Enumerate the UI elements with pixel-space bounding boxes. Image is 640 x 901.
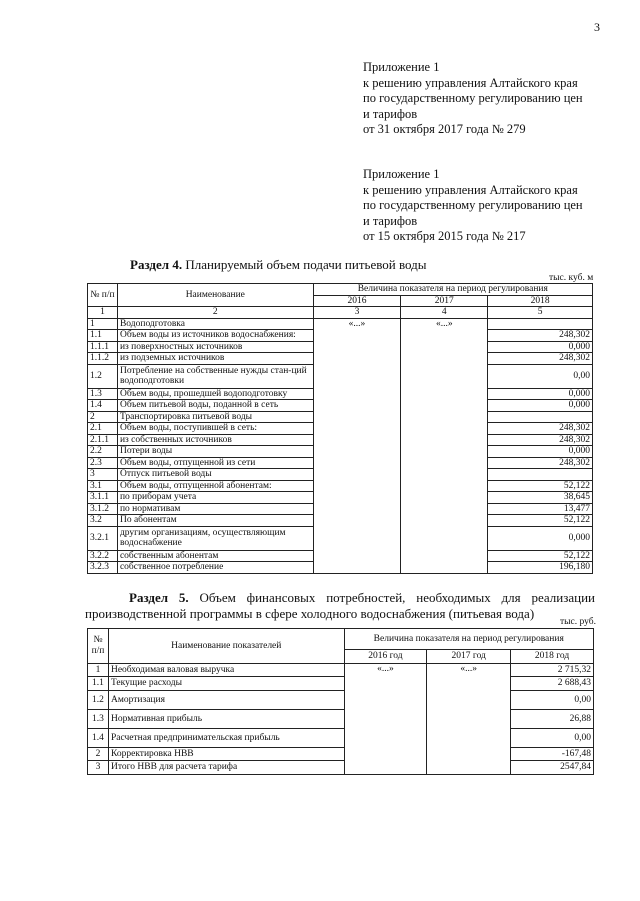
- row-num: 1.3: [88, 388, 118, 400]
- row-name: Потери воды: [117, 446, 313, 458]
- section4-table: [87, 283, 593, 574]
- row-name: Объем воды, отпущенной абонентам:: [117, 480, 313, 492]
- row-num: 1.1.1: [88, 341, 118, 353]
- row-name: по нормативам: [117, 503, 313, 515]
- value-2017: «...»: [401, 318, 488, 573]
- row-name: Объем воды, отпущенной из сети: [117, 457, 313, 469]
- row-num: 2.3: [88, 457, 118, 469]
- row-num: 2: [88, 411, 118, 423]
- row-num: 3.2.3: [88, 562, 118, 574]
- section5-title: [85, 590, 595, 622]
- appendix-block-original: [363, 167, 583, 245]
- row-num: 3.1.2: [88, 503, 118, 515]
- value-2018: 248,302: [488, 423, 593, 435]
- row-name: Объем воды, поступившей в сеть:: [117, 423, 313, 435]
- header-name: Наименование показателей: [108, 629, 344, 664]
- row-num: 3.1.1: [88, 492, 118, 504]
- row-num: 2.1: [88, 423, 118, 435]
- row-name: Необходимая валовая выручка: [108, 663, 344, 677]
- row-num: 1.3: [88, 709, 109, 728]
- row-num: 1.1: [88, 677, 109, 691]
- value-2016: «...»: [313, 318, 401, 573]
- table-row: [88, 690, 594, 709]
- value-2018: 52,122: [488, 480, 593, 492]
- row-name: Транспортировка питьевой воды: [117, 411, 313, 423]
- value-2018: 0,00: [511, 690, 594, 709]
- section4-title-text: Планируемый объем подачи питьевой воды: [182, 257, 427, 272]
- table-row: [88, 728, 594, 747]
- value-2018: 52,122: [488, 550, 593, 562]
- col-number: 5: [488, 307, 593, 319]
- row-num: 3: [88, 761, 109, 775]
- row-num: 2: [88, 747, 109, 761]
- row-num: 1.1.2: [88, 353, 118, 365]
- row-name: по приборам учета: [117, 492, 313, 504]
- value-2018: -167,48: [511, 747, 594, 761]
- row-num: 1.2: [88, 364, 118, 388]
- col-number: 3: [313, 307, 401, 319]
- header-num: № п/п: [88, 629, 109, 664]
- row-name: Отпуск питьевой воды: [117, 469, 313, 481]
- row-num: 1.1: [88, 330, 118, 342]
- value-2018: [488, 318, 593, 330]
- appendix-line: по государственному регулированию цен: [363, 198, 583, 212]
- appendix-line: к решению управления Алтайского края: [363, 182, 578, 197]
- value-2018: 0,000: [488, 446, 593, 458]
- row-num: 3.2: [88, 515, 118, 527]
- section5-title-bold: Раздел 5.: [129, 590, 189, 605]
- value-2018: 0,00: [511, 728, 594, 747]
- section4-unit: тыс. куб. м: [549, 273, 594, 283]
- row-num: 2.1.1: [88, 434, 118, 446]
- value-2017: «...»: [427, 663, 511, 774]
- appendix-line: и тарифов: [363, 106, 418, 121]
- row-name: из подземных источников: [117, 353, 313, 365]
- value-2018: 0,000: [488, 388, 593, 400]
- header-period: Величина показателя на период регулирования: [344, 629, 593, 650]
- row-name: Потребление на собственные нужды стан-ций водоподготовки: [117, 364, 313, 388]
- appendix-line: и тарифов: [363, 213, 418, 228]
- appendix-line: по государственному регулированию цен: [363, 91, 583, 105]
- appendix-line: к решению управления Алтайского края: [363, 75, 578, 90]
- row-name: собственное потребление: [117, 562, 313, 574]
- row-num: 3.2.2: [88, 550, 118, 562]
- row-num: 3.2.1: [88, 526, 118, 550]
- appendix-line: от 15 октября 2015 года № 217: [363, 229, 526, 243]
- table-row: [88, 663, 594, 677]
- row-name: Нормативная прибыль: [108, 709, 344, 728]
- section5-unit: тыс. руб.: [560, 617, 596, 627]
- value-2018: 38,645: [488, 492, 593, 504]
- appendix-line: Приложение 1: [363, 167, 440, 181]
- row-num: 1.2: [88, 690, 109, 709]
- row-name: Объем воды из источников водоснабжения:: [117, 330, 313, 342]
- value-2018: 248,302: [488, 434, 593, 446]
- header-year: 2017: [401, 295, 488, 307]
- header-year: 2018 год: [511, 650, 594, 664]
- header-year: 2017 год: [427, 650, 511, 664]
- appendix-line: Приложение 1: [363, 60, 440, 74]
- row-num: 3.1: [88, 480, 118, 492]
- section5-title-text: Объем финансовых потребностей, необходимых для реализации производственной программы в сфере холодного водоснабжения (питьевая вода): [85, 590, 595, 621]
- row-name: Корректировка НВВ: [108, 747, 344, 761]
- value-2018: 2 715,32: [511, 663, 594, 677]
- table-row: [88, 677, 594, 691]
- row-name: другим организациям, осуществляющим водоснабжение: [117, 526, 313, 550]
- value-2018: 0,000: [488, 400, 593, 412]
- appendix-line: от 31 октября 2017 года № 279: [363, 122, 526, 136]
- value-2018: 0,000: [488, 341, 593, 353]
- row-name: По абонентам: [117, 515, 313, 527]
- row-name: Расчетная предпринимательская прибыль: [108, 728, 344, 747]
- row-name: из собственных источников: [117, 434, 313, 446]
- value-2018: 0,000: [488, 526, 593, 550]
- table-row: [88, 747, 594, 761]
- row-num: 2.2: [88, 446, 118, 458]
- value-2018: [488, 411, 593, 423]
- table-row: [88, 761, 594, 775]
- row-name: Водоподготовка: [117, 318, 313, 330]
- row-name: Итого НВВ для расчета тарифа: [108, 761, 344, 775]
- section4-title: [130, 257, 427, 273]
- header-period: Величина показателя на период регулирования: [313, 284, 592, 296]
- row-name: Амортизация: [108, 690, 344, 709]
- section5-table: [87, 628, 594, 775]
- value-2018: 2547,84: [511, 761, 594, 775]
- row-num: 1: [88, 318, 118, 330]
- row-name: Текущие расходы: [108, 677, 344, 691]
- row-num: 1: [88, 663, 109, 677]
- header-year: 2018: [488, 295, 593, 307]
- value-2018: 248,302: [488, 353, 593, 365]
- value-2016: «...»: [344, 663, 427, 774]
- value-2018: 248,302: [488, 457, 593, 469]
- col-number: 1: [88, 307, 118, 319]
- col-number: 4: [401, 307, 488, 319]
- value-2018: 26,88: [511, 709, 594, 728]
- appendix-block-current: [363, 60, 583, 138]
- row-num: 3: [88, 469, 118, 481]
- value-2018: 248,302: [488, 330, 593, 342]
- section4-title-bold: Раздел 4.: [130, 257, 183, 272]
- row-name: собственным абонентам: [117, 550, 313, 562]
- row-num: 1.4: [88, 400, 118, 412]
- table-row: [88, 709, 594, 728]
- header-year: 2016: [313, 295, 401, 307]
- value-2018: 0,00: [488, 364, 593, 388]
- header-name: Наименование: [117, 284, 313, 307]
- row-num: 1.4: [88, 728, 109, 747]
- value-2018: 2 688,43: [511, 677, 594, 691]
- header-year: 2016 год: [344, 650, 427, 664]
- page-number: 3: [594, 20, 600, 34]
- row-name: Объем питьевой воды, поданной в сеть: [117, 400, 313, 412]
- value-2018: 196,180: [488, 562, 593, 574]
- row-name: из поверхностных источников: [117, 341, 313, 353]
- row-name: Объем воды, прошедшей водоподготовку: [117, 388, 313, 400]
- value-2018: 13,477: [488, 503, 593, 515]
- value-2018: 52,122: [488, 515, 593, 527]
- header-num: № п/п: [88, 284, 118, 307]
- table-row: [88, 318, 593, 330]
- value-2018: [488, 469, 593, 481]
- col-number: 2: [117, 307, 313, 319]
